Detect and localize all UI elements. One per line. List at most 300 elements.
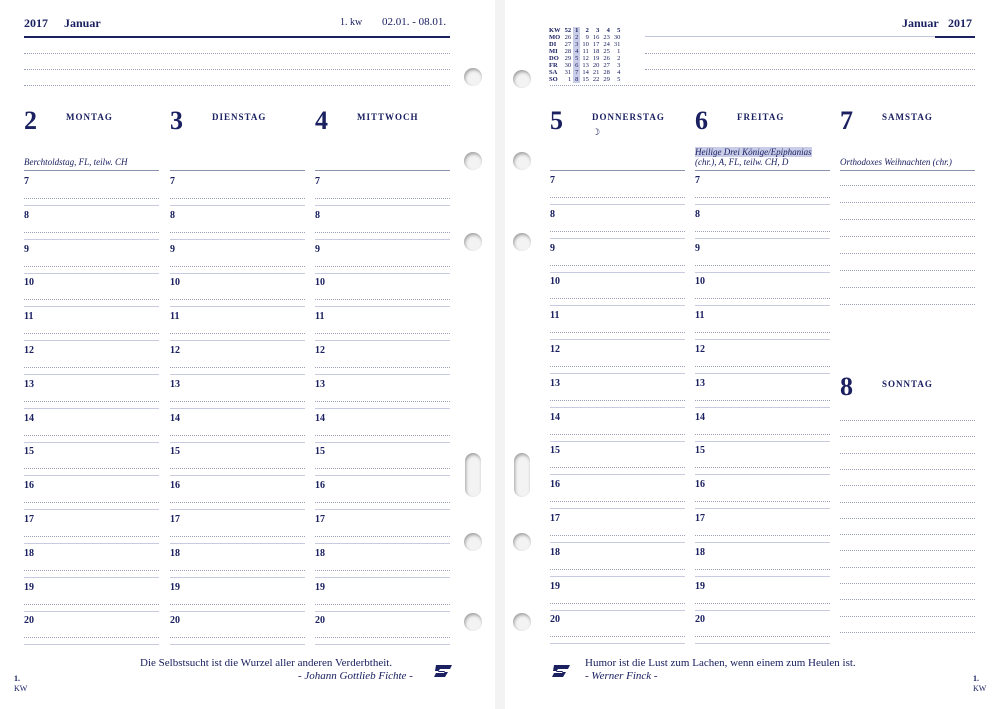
mini-cal-header: 5	[617, 27, 621, 34]
hour-label: 15	[170, 446, 180, 458]
mini-cal-cell: 30	[564, 62, 572, 69]
half-hour-line	[24, 502, 159, 503]
holiday-note: Berchtoldstag, FL, teilw. CH	[24, 157, 128, 167]
mini-cal-cell: 9	[585, 34, 589, 41]
hour-line	[695, 441, 830, 442]
note-line	[840, 453, 975, 454]
hour-line	[24, 577, 159, 578]
hour-line	[170, 577, 305, 578]
note-line	[840, 469, 975, 470]
hour-line	[170, 475, 305, 476]
hour-label: 16	[170, 480, 180, 492]
hour-line	[24, 644, 159, 645]
half-hour-line	[550, 332, 685, 333]
binder-hole	[464, 152, 482, 170]
half-hour-line	[170, 266, 305, 267]
mini-cal-cell: 31	[564, 69, 572, 76]
note-line	[840, 420, 975, 421]
half-hour-line	[24, 637, 159, 638]
half-hour-line	[550, 265, 685, 266]
note-line	[645, 69, 975, 70]
hour-line	[170, 442, 305, 443]
hour-label: 17	[695, 513, 705, 524]
half-hour-line	[24, 299, 159, 300]
note-line	[840, 270, 975, 271]
mini-cal-cell: 4	[617, 69, 621, 76]
mini-cal-cell: 23	[603, 34, 610, 41]
hour-label: 11	[24, 311, 34, 323]
hour-line	[24, 475, 159, 476]
mini-cal-cell: MI	[549, 48, 558, 55]
hour-line	[695, 508, 830, 509]
half-hour-line	[170, 401, 305, 402]
hour-line	[170, 273, 305, 274]
hour-label: 9	[315, 243, 320, 255]
note-line	[840, 202, 975, 203]
mini-cal-header: 1	[575, 27, 579, 34]
hour-line	[24, 340, 159, 341]
hour-label: 20	[24, 615, 34, 627]
hour-label: 13	[24, 378, 34, 390]
hour-label: 16	[550, 479, 560, 491]
mini-cal-cell: 30	[613, 34, 621, 41]
hour-label: 18	[550, 546, 560, 558]
hour-line	[24, 273, 159, 274]
mini-cal-cell: 15	[582, 76, 589, 83]
mini-cal-cell: SO	[549, 76, 558, 83]
hour-line	[170, 340, 305, 341]
holiday-note: Heilige Drei Könige/Epiphanias	[695, 147, 812, 157]
hour-label: 14	[695, 411, 705, 423]
mini-cal-cell: 25	[603, 48, 610, 55]
hour-line	[550, 474, 685, 475]
mini-cal-cell: 22	[592, 76, 600, 83]
hour-line	[315, 611, 450, 612]
half-hour-line	[550, 298, 685, 299]
half-hour-line	[315, 299, 450, 300]
hour-line	[550, 407, 685, 408]
mini-cal-header: 2	[585, 27, 589, 34]
hour-label: 13	[695, 377, 705, 389]
mini-cal-cell: 27	[564, 41, 572, 48]
mini-cal-cell: 6	[575, 62, 579, 69]
half-hour-line	[550, 636, 685, 637]
note-line	[840, 534, 975, 535]
hour-line	[550, 542, 685, 543]
note-line	[840, 219, 975, 220]
day-rule	[170, 170, 305, 171]
hour-line	[170, 509, 305, 510]
right-page	[505, 0, 1000, 709]
hour-label: 15	[315, 446, 325, 458]
hour-line	[695, 339, 830, 340]
hour-line	[24, 543, 159, 544]
note-line	[840, 567, 975, 568]
binder-slot	[465, 453, 481, 497]
day-name: MITTWOCH	[357, 112, 419, 122]
day-number: 7	[840, 106, 853, 135]
hour-label: 17	[550, 513, 560, 524]
header-rule	[24, 36, 450, 38]
hour-line	[695, 407, 830, 408]
half-hour-line	[550, 603, 685, 604]
hour-line	[24, 442, 159, 443]
hour-label: 13	[170, 378, 180, 390]
half-hour-line	[315, 536, 450, 537]
hour-label: 10	[170, 277, 180, 289]
note-line	[840, 236, 975, 237]
day-rule	[24, 170, 159, 171]
hour-line	[24, 408, 159, 409]
hour-line	[315, 577, 450, 578]
half-hour-line	[695, 501, 830, 502]
mini-cal-cell: 18	[592, 48, 600, 55]
year-label: 2017	[24, 16, 48, 30]
hour-line	[695, 474, 830, 475]
day-number: 3	[170, 106, 183, 135]
hour-label: 11	[315, 311, 325, 323]
hour-label: 9	[24, 243, 29, 255]
mini-calendar	[547, 27, 622, 83]
note-line	[840, 502, 975, 503]
half-hour-line	[315, 401, 450, 402]
mini-cal-cell: MO	[549, 34, 561, 41]
mini-cal-cell: 10	[582, 41, 589, 48]
hour-label: 10	[315, 277, 325, 289]
half-hour-line	[550, 501, 685, 502]
note-line	[840, 632, 975, 633]
hour-label: 15	[695, 445, 705, 457]
hour-line	[315, 644, 450, 645]
half-hour-line	[315, 502, 450, 503]
quote-text: Die Selbstsucht ist die Wurzel aller anderen Verderbtheit.	[140, 657, 393, 669]
half-hour-line	[550, 569, 685, 570]
year-label: 2017	[948, 16, 972, 30]
mini-cal-cell: 5	[617, 76, 621, 83]
day-name: DIENSTAG	[212, 112, 267, 122]
half-hour-line	[695, 298, 830, 299]
mini-cal-cell: 13	[582, 62, 589, 69]
half-hour-line	[550, 231, 685, 232]
day-rule	[550, 170, 685, 171]
day-number: 2	[24, 106, 37, 135]
hour-line	[315, 273, 450, 274]
day-number: 8	[840, 372, 853, 401]
hour-label: 18	[170, 547, 180, 559]
hour-line	[24, 306, 159, 307]
mini-cal-cell: 16	[592, 34, 600, 41]
half-hour-line	[170, 468, 305, 469]
binder-hole	[513, 70, 531, 88]
hour-label: 13	[550, 377, 560, 389]
hour-label: 8	[24, 209, 29, 221]
mini-cal-cell: 17	[592, 41, 600, 48]
hour-label: 13	[315, 378, 325, 390]
half-hour-line	[24, 333, 159, 334]
note-line	[840, 599, 975, 600]
day-rule	[315, 170, 450, 171]
hour-line	[315, 340, 450, 341]
half-hour-line	[170, 333, 305, 334]
hour-label: 9	[695, 242, 700, 254]
hour-label: 19	[550, 580, 560, 592]
half-hour-line	[170, 367, 305, 368]
half-hour-line	[315, 232, 450, 233]
hour-line	[695, 238, 830, 239]
half-hour-line	[315, 604, 450, 605]
day-name: FREITAG	[737, 112, 785, 122]
hour-line	[315, 239, 450, 240]
mini-cal-cell: 3	[617, 62, 621, 69]
half-hour-line	[170, 570, 305, 571]
hour-label: 8	[315, 209, 320, 221]
hour-line	[24, 374, 159, 375]
binder-slot	[514, 453, 530, 497]
half-hour-line	[170, 198, 305, 199]
half-hour-line	[550, 400, 685, 401]
binder-hole	[513, 533, 531, 551]
mini-cal-cell: 2	[575, 34, 579, 41]
mini-cal-cell: 24	[603, 41, 610, 48]
half-hour-line	[695, 434, 830, 435]
note-line	[24, 85, 450, 86]
brand-logo	[550, 663, 572, 679]
left-page	[0, 0, 495, 709]
hour-label: 20	[695, 614, 705, 626]
header-rule	[935, 36, 975, 38]
mini-cal-header: 52	[564, 27, 572, 34]
hour-label: 7	[315, 176, 320, 187]
hour-label: 20	[170, 615, 180, 627]
half-hour-line	[550, 197, 685, 198]
mini-cal-cell: 28	[564, 48, 572, 55]
hour-line	[170, 644, 305, 645]
note-line	[24, 69, 450, 70]
note-line	[840, 253, 975, 254]
date-range: 02.01. - 08.01.	[382, 16, 447, 28]
half-hour-line	[695, 636, 830, 637]
day-number: 6	[695, 106, 708, 135]
half-hour-line	[24, 570, 159, 571]
footer-kw: KW	[973, 684, 987, 693]
half-hour-line	[170, 604, 305, 605]
hour-label: 10	[695, 276, 705, 288]
half-hour-line	[695, 366, 830, 367]
week-label: 1. kw	[340, 17, 363, 28]
hour-label: 14	[24, 412, 34, 424]
hour-line	[550, 643, 685, 644]
half-hour-line	[315, 468, 450, 469]
hour-label: 18	[24, 547, 34, 559]
half-hour-line	[550, 467, 685, 468]
hour-label: 9	[170, 243, 175, 255]
mini-cal-cell: 1	[567, 76, 572, 83]
hour-label: 11	[170, 311, 180, 323]
hour-line	[695, 204, 830, 205]
hour-line	[550, 576, 685, 577]
hour-label: 7	[170, 176, 175, 187]
mini-cal-header: KW	[549, 27, 561, 34]
mini-cal-cell: 5	[575, 55, 579, 62]
mini-cal-cell: 21	[592, 69, 600, 76]
hour-label: 12	[24, 345, 34, 356]
hour-label: 14	[170, 412, 180, 424]
mini-cal-cell: 31	[613, 41, 621, 48]
half-hour-line	[550, 366, 685, 367]
half-hour-line	[695, 569, 830, 570]
half-hour-line	[170, 435, 305, 436]
hour-line	[315, 408, 450, 409]
half-hour-line	[695, 265, 830, 266]
hour-label: 17	[170, 514, 180, 525]
hour-line	[170, 239, 305, 240]
note-line	[840, 485, 975, 486]
mini-cal-cell: 3	[575, 41, 579, 48]
hour-label: 14	[550, 411, 560, 423]
hour-line	[550, 508, 685, 509]
hour-label: 8	[550, 208, 555, 220]
mini-cal-header: 4	[606, 27, 610, 34]
hour-label: 8	[695, 208, 700, 220]
hour-line	[550, 441, 685, 442]
half-hour-line	[24, 367, 159, 368]
mini-cal-cell: 4	[575, 48, 579, 55]
hour-label: 15	[550, 445, 560, 457]
mini-cal-cell: 2	[617, 55, 621, 62]
binder-hole	[464, 233, 482, 251]
hour-label: 12	[550, 344, 560, 355]
half-hour-line	[315, 333, 450, 334]
mini-cal-cell: 20	[592, 62, 600, 69]
hour-line	[315, 442, 450, 443]
hour-label: 18	[315, 547, 325, 559]
hour-label: 19	[24, 581, 34, 593]
half-hour-line	[315, 435, 450, 436]
hour-line	[170, 543, 305, 544]
half-hour-line	[24, 435, 159, 436]
half-hour-line	[695, 231, 830, 232]
hour-line	[170, 611, 305, 612]
mini-cal-header: 3	[596, 27, 600, 34]
half-hour-line	[315, 367, 450, 368]
hour-line	[315, 306, 450, 307]
hour-label: 7	[24, 176, 29, 187]
day-number: 4	[315, 106, 328, 135]
hour-line	[695, 610, 830, 611]
day-number: 5	[550, 106, 563, 135]
hour-label: 8	[170, 209, 175, 221]
mini-cal-cell: DI	[549, 41, 557, 48]
hour-line	[24, 205, 159, 206]
half-hour-line	[695, 197, 830, 198]
hour-label: 11	[695, 310, 705, 322]
mini-cal-cell: 1	[617, 48, 621, 55]
hour-label: 7	[695, 175, 700, 186]
day-name: SONNTAG	[882, 379, 933, 389]
hour-line	[315, 475, 450, 476]
binder-hole	[464, 613, 482, 631]
header-rule-thin	[645, 36, 935, 37]
mini-cal-cell: 7	[575, 69, 579, 76]
note-line	[550, 85, 975, 86]
mini-cal-cell: 26	[564, 34, 572, 41]
mini-cal-cell: 8	[575, 76, 579, 83]
note-line	[840, 616, 975, 617]
day-name: MONTAG	[66, 112, 113, 122]
hour-label: 20	[550, 614, 560, 626]
hour-label: 17	[315, 514, 325, 525]
hour-line	[315, 543, 450, 544]
hour-label: 18	[695, 546, 705, 558]
note-line	[840, 518, 975, 519]
note-line	[840, 583, 975, 584]
day-rule	[695, 170, 830, 171]
half-hour-line	[170, 299, 305, 300]
half-hour-line	[170, 536, 305, 537]
half-hour-line	[695, 535, 830, 536]
mini-cal-cell: 27	[603, 62, 610, 69]
hour-line	[550, 610, 685, 611]
hour-line	[695, 576, 830, 577]
binder-hole	[464, 68, 482, 86]
hour-label: 15	[24, 446, 34, 458]
hour-line	[550, 204, 685, 205]
hour-label: 14	[315, 412, 325, 424]
note-line	[840, 550, 975, 551]
moon-phase-icon: ☽	[592, 127, 601, 137]
mini-cal-cell: 29	[564, 55, 572, 62]
footer-kw: KW	[14, 684, 28, 693]
hour-line	[24, 509, 159, 510]
half-hour-line	[695, 400, 830, 401]
hour-line	[695, 272, 830, 273]
half-hour-line	[170, 637, 305, 638]
hour-line	[24, 611, 159, 612]
hour-label: 16	[24, 480, 34, 492]
day-rule	[840, 170, 975, 171]
binder-hole	[513, 152, 531, 170]
note-line	[24, 53, 450, 54]
quote-author: - Johann Gottlieb Fichte -	[298, 670, 413, 682]
hour-line	[170, 374, 305, 375]
half-hour-line	[24, 198, 159, 199]
hour-label: 19	[170, 581, 180, 593]
month-label: Januar	[64, 16, 101, 30]
holiday-note: (chr.), A, FL, teilw. CH, D	[695, 157, 789, 167]
hour-line	[695, 542, 830, 543]
hour-label: 7	[550, 175, 555, 186]
half-hour-line	[695, 603, 830, 604]
half-hour-line	[695, 332, 830, 333]
hour-line	[695, 305, 830, 306]
binder-hole	[513, 613, 531, 631]
half-hour-line	[315, 198, 450, 199]
footer-week-number: 1.	[973, 674, 979, 683]
hour-label: 12	[170, 345, 180, 356]
quote-author: - Werner Finck -	[585, 670, 658, 682]
half-hour-line	[315, 570, 450, 571]
hour-line	[315, 205, 450, 206]
hour-line	[24, 239, 159, 240]
hour-line	[550, 373, 685, 374]
hour-label: 12	[695, 344, 705, 355]
note-line	[840, 436, 975, 437]
month-label: Januar	[902, 16, 939, 30]
mini-cal-cell: 28	[603, 69, 610, 76]
hour-label: 16	[315, 480, 325, 492]
hour-line	[170, 205, 305, 206]
note-line	[840, 185, 975, 186]
